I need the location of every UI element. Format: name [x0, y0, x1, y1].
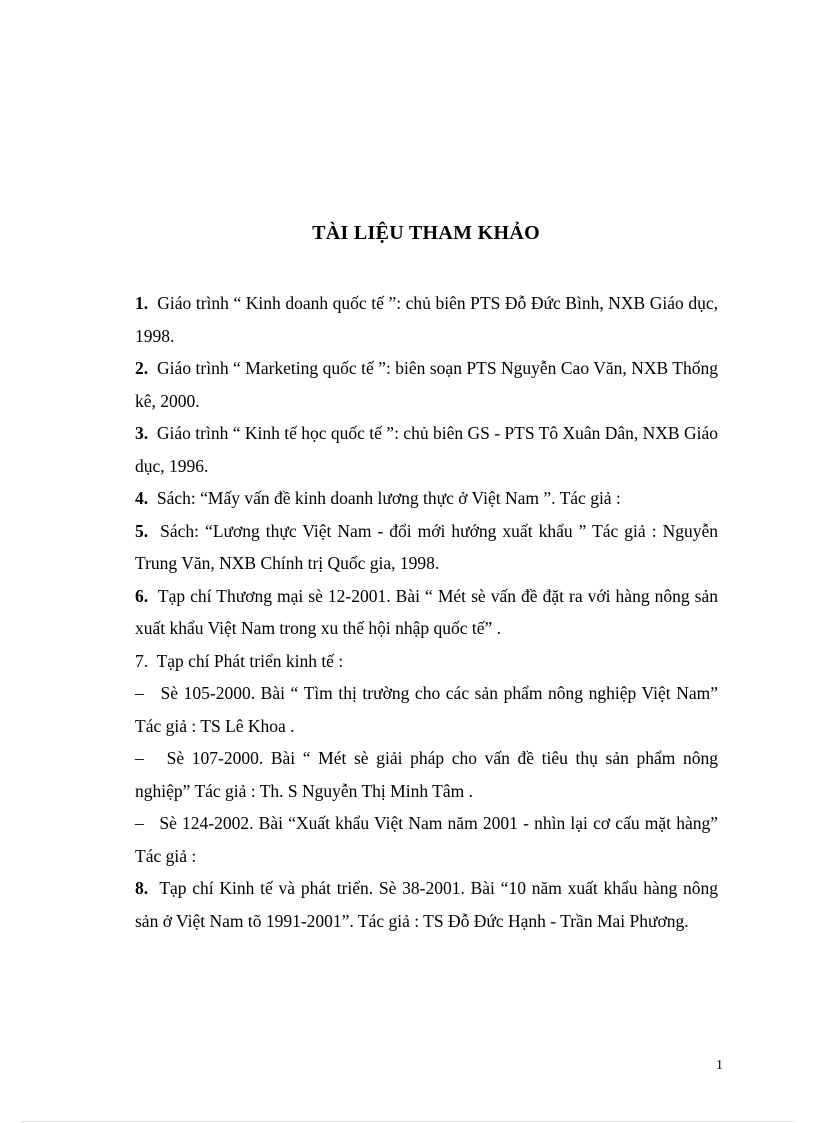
reference-number: 2. — [135, 358, 149, 378]
reference-text: Tạp chí Phát triển kinh tế : — [156, 650, 344, 671]
reference-dash: – — [135, 748, 144, 768]
reference-text: Tạp chí Kinh tế và phát triển. Sè 38-2001. Bài “10 năm xuất khẩu hàng nông sản ở Việt Nam tõ 1991-2001”. Tác giả : TS Đỗ Đức Hạnh - Trần Mai Phương. — [135, 878, 719, 931]
reference-item — [135, 515, 718, 580]
reference-text: Giáo trình “ Kinh doanh quốc tế ”: chủ biên PTS Đỗ Đức Bình, NXB Giáo dục, 1998. — [135, 293, 719, 346]
reference-number: 4. — [135, 488, 149, 508]
reference-text: Tạp chí Thương mại sè 12-2001. Bài “ Mét sè vấn đề đặt ra với hàng nông sản xuất khẩu Việt Nam trong xu thế hội nhập quốc tế” . — [135, 585, 718, 638]
reference-dash: – — [135, 813, 144, 833]
reference-item — [135, 482, 718, 515]
reference-text: Sè 107-2000. Bài “ Mét sè giải pháp cho vấn đề tiêu thụ sản phẩm nông nghiệp” Tác giả : Th. S Nguyễn Thị Minh Tâm . — [135, 748, 718, 801]
page-title: TÀI LIỆU THAM KHẢO — [312, 222, 540, 244]
reference-item — [135, 645, 718, 678]
reference-item — [135, 580, 718, 645]
reference-number: 7. — [135, 650, 149, 671]
reference-text: Giáo trình “ Marketing quốc tế ”: biên soạn PTS Nguyễn Cao Văn, NXB Thống kê, 2000. — [135, 358, 718, 411]
reference-subitem — [135, 807, 718, 872]
reference-item — [135, 352, 718, 417]
page-number: 1 — [716, 1058, 723, 1073]
reference-number: 1. — [135, 293, 149, 313]
reference-dash: – — [135, 683, 144, 703]
reference-item — [135, 417, 718, 482]
reference-item — [135, 287, 718, 352]
reference-number: 8. — [135, 878, 149, 898]
reference-item — [135, 872, 718, 937]
reference-text: Sè 105-2000. Bài “ Tìm thị trường cho các sản phẩm nông nghiệp Việt Nam” Tác giả : TS Lê Khoa . — [135, 683, 719, 736]
reference-subitem — [135, 677, 718, 742]
reference-list — [135, 287, 718, 937]
reference-text: Giáo trình “ Kinh tế học quốc tế ”: chủ biên GS - PTS Tô Xuân Dân, NXB Giáo dục, 1996. — [135, 423, 718, 476]
page-bottom-divider — [22, 1121, 794, 1122]
reference-number: 6. — [135, 585, 149, 606]
reference-number: 3. — [135, 423, 149, 443]
reference-subitem — [135, 742, 718, 807]
reference-text: Sách: “Lương thực Việt Nam - đổi mới hướng xuất khẩu ” Tác giả : Nguyễn Trung Văn, NXB Chính trị Quốc gia, 1998. — [135, 520, 718, 573]
reference-text: Sè 124-2002. Bài “Xuất khẩu Việt Nam năm 2001 - nhìn lại cơ cấu mặt hàng” Tác giả : — [135, 813, 719, 866]
reference-number: 5. — [135, 520, 149, 541]
reference-text: Sách: “Mấy vấn đề kinh doanh lương thực ở Việt Nam ”. Tác giả : — [156, 488, 621, 508]
